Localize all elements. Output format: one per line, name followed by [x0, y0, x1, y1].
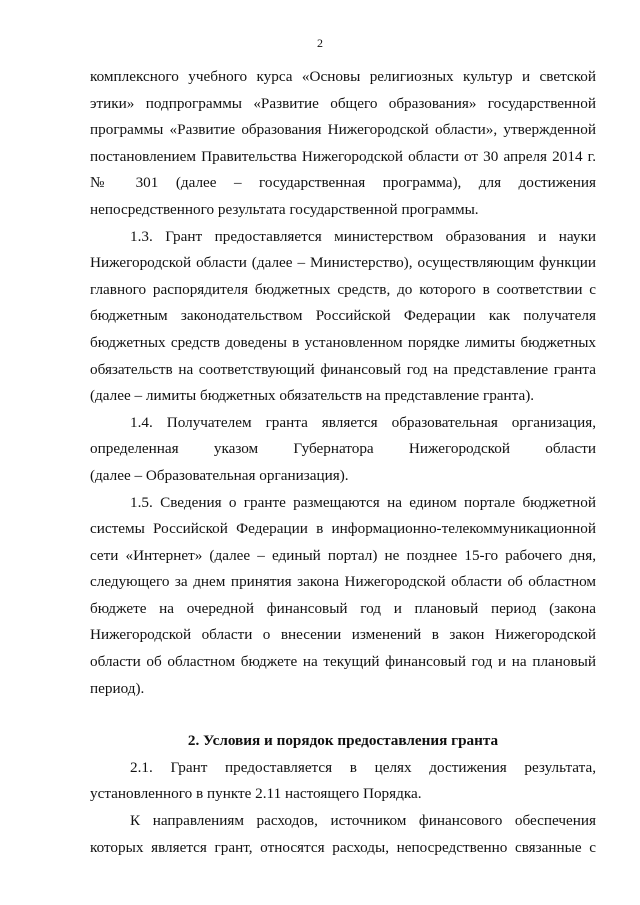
paragraph-1-4-a: 1.4. Получателем гранта является образовательная организация, [130, 413, 596, 431]
paragraph-2-1: 2.1. Грант предоставляется в целях достижения результата, установленного в пункте 2.11 настоящего Порядка. [90, 758, 596, 803]
paragraph-1-3: 1.3. Грант предоставляется министерством образования и науки Нижегородской области (далее – Министерство), осуществляющим функции главного распорядителя бюджетных средств, до которого в соответствии с бюджетным законодательством Российской Федерации как получателя бюджетных средств доведены в установленном порядке лимиты бюджетных обязательств на соответствующий финансовый год на представление гранта (далее – лимиты бюджетных обязательств на представление гранта). [90, 227, 596, 405]
paragraph-2-1-b: К направлениям расходов, источником финансового обеспечения которых является грант, относятся расходы, непосредственно связанные с [90, 812, 596, 856]
paragraph-continuation-a: комплексного учебного курса «Основы религиозных культур и светской этики» подпрограммы «Развитие общего образования» государственной программы «Развитие образования Нижегородской области», утвержденной постановлением Правительства Нижегородской области от 30 апреля 2014 г. [90, 68, 596, 165]
paragraph-1-4-c: (далее – Образовательная организация). [90, 466, 349, 484]
paragraph-1-5: 1.5. Сведения о гранте размещаются на едином портале бюджетной системы Российской Федерации в информационно-телекоммуникационной сети «Интернет» (далее – единый портал) не позднее 15-го рабочего дня, следующего за днем принятия закона Нижегородской области об областном бюджете на очередной финансовый год и плановый период (закона Нижегородской области о внесении изменений в закон Нижегородской области об областном бюджете на текущий финансовый год и на плановый период). [90, 493, 596, 697]
section-2-heading: 2. Условия и порядок предоставления гранта [187, 732, 499, 750]
paragraph-continuation-c: непосредственного результата государственной программы. [90, 200, 479, 218]
document-body [90, 64, 596, 861]
paragraph-continuation-b: № 301 (далее – государственная программа), для достижения [90, 174, 596, 192]
paragraph-1-4-b: определенная указом Губернатора Нижегородской области [90, 440, 596, 458]
page-number: 2 [317, 36, 323, 50]
